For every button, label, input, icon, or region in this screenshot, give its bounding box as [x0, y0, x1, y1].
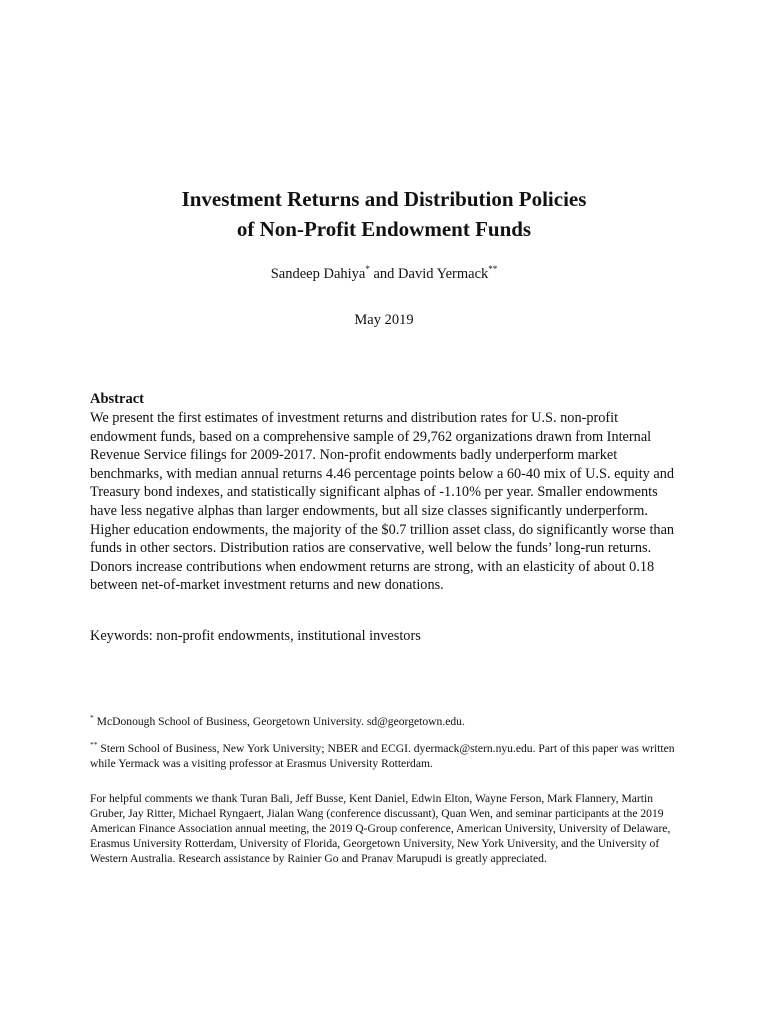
- author-line: [0, 264, 768, 284]
- paper-date: May 2019: [354, 312, 414, 328]
- footnote-text: Stern School of Business, New York University; NBER and ECGI. dyermack@stern.nyu.edu. Part of this paper was written while Yermack was a visiting professor at Erasmus University Rotterdam.: [90, 742, 675, 770]
- paper-title: [0, 184, 768, 244]
- author-yermack-footnote-mark: **: [488, 264, 498, 274]
- paper-title-line-1: Investment Returns and Distribution Policies: [181, 187, 587, 211]
- author-yermack: David Yermack: [398, 266, 489, 282]
- footnote-mark: *: [90, 713, 94, 722]
- footnote-affiliation-yermack: [90, 741, 690, 771]
- paper-title-line-2: of Non-Profit Endowment Funds: [236, 217, 532, 241]
- keywords: Keywords: non-profit endowments, institutional investors: [90, 628, 421, 644]
- author-dahiya-footnote-mark: *: [365, 264, 370, 274]
- author-dahiya: Sandeep Dahiya: [270, 266, 366, 282]
- footnote-text: McDonough School of Business, Georgetown University. sd@georgetown.edu.: [93, 715, 465, 728]
- footnote-affiliation-dahiya: [90, 714, 690, 729]
- author-joiner: and: [369, 266, 399, 282]
- footnote-acknowledgements: [90, 791, 690, 866]
- footnote-text: For helpful comments we thank Turan Bali, Jeff Busse, Kent Daniel, Edwin Elton, Wayne Ferson, Mark Flannery, Martin Gruber, Jay Ritter, Michael Ryngaert, Jialan Wang (conference discussant), Quan Wen, and seminar participants at the 2019 American Finance Association annual meeting, the 2019 Q-Group conference, American University, University of Delaware, Erasmus University Rotterdam, University of Florida, Georgetown University, New York University, and the University of Western Australia. Research assistance by Rainier Go and Pranav Marupudi is greatly appreciated.: [90, 792, 671, 865]
- abstract-body: We present the first estimates of investment returns and distribution rates for U.S. non-profit endowment funds, based on a comprehensive sample of 29,762 organizations drawn from Internal Revenue Service filings for 2009-2017. Non-profit endowments badly underperform market benchmarks, with median annual returns 4.46 percentage points below a 60-40 mix of U.S. equity and Treasury bond indexes, and statistically significant alphas of -1.10% per year. Smaller endowments have less negative alphas than larger endowments, but all size classes significantly underperform. Higher education endowments, the majority of the $0.7 trillion asset class, do significantly worse than funds in other sectors. Distribution ratios are conservative, well below the funds’ long-run returns. Donors increase contributions when endowment returns are strong, with an elasticity of about 0.18 between net-of-market investment returns and new donations.: [90, 410, 675, 594]
- footnote-mark: **: [90, 740, 98, 749]
- abstract-heading: Abstract: [90, 391, 144, 407]
